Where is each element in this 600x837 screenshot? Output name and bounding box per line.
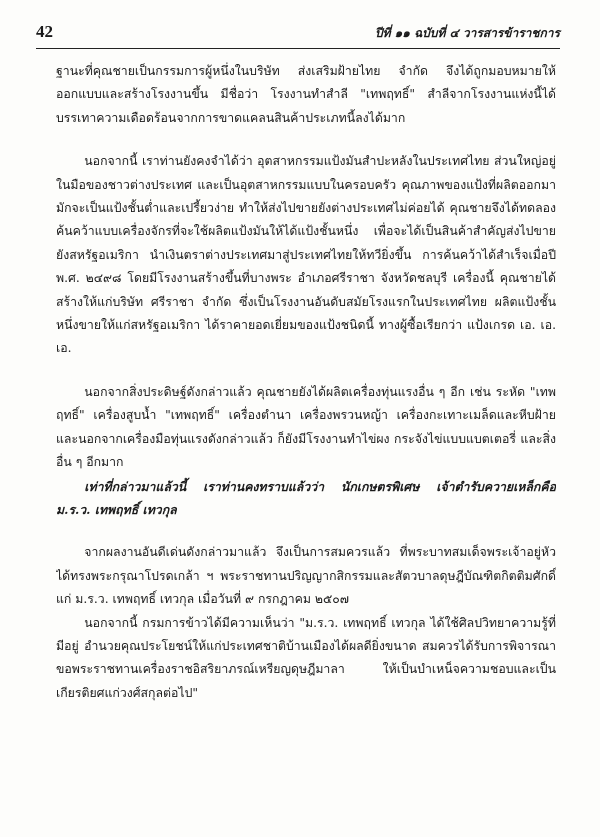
- page-header: [36, 22, 560, 48]
- paragraph-continued: ฐานะที่คุณชายเป็นกรรมการผู้หนึ่งในบริษัท ส่งเสริมฝ้ายไทย จำกัด จึงได้ถูกมอบหมายให้ออกแบบและสร้างโรงงานขึ้น มีชื่อว่า โรงงานทำสำลี "เทพฤทธิ์" สำลีจากโรงงานแห่งนี้ได้บรรเทาความเดือดร้อนจากการขาดแคลนสินค้าประเภทนี้ลงได้มาก: [56, 64, 556, 125]
- article-body: [56, 60, 556, 820]
- page-number: 42: [36, 22, 53, 41]
- paragraph-rice-department: นอกจากนี้ กรมการข้าวได้มีความเห็นว่า "ม.ร.ว. เทพฤทธิ์ เทวกุล ได้ใช้ศิลปวิทยาความรู้ที่มีอยู่ อำนวยคุณประโยชน์ให้แก่ประเทศชาติบ้านเมืองได้ผลดียิ่งขนาด สมควรได้รับการพิจารณาขอพระราชทานเครื่องราชอิสริยาภรณ์เหรียญดุษฎีมาลา ให้เป็นบำเหน็จความชอบและเป็นเกียรติยศแก่วงศ์สกุลต่อไป": [56, 615, 556, 700]
- paragraph-emphasis: เท่าที่กล่าวมาแล้วนี้ เราท่านคงทราบแล้วว่า นักเกษตรพิเศษ เจ้าตำรับควายเหล็กคือ ม.ร.ว. เทพฤทธิ์ เทวกุล: [56, 478, 556, 517]
- paragraph-machines: นอกจากสิ่งประดิษฐ์ดังกล่าวแล้ว คุณชายยังได้ผลิตเครื่องทุ่นแรงอื่น ๆ อีก เช่น ระหัด "เทพฤทธิ์" เครื่องสูบน้ำ "เทพฤทธิ์" เครื่องตำนา เครื่องพรวนหญ้า เครื่องกะเทาะเมล็ดและหีบฝ้าย และนอกจากเครื่องมือทุ่นแรงดังกล่าวแล้ว ก็ยังมีโรงงานทำไข่ผง กระจังไข่แบบแบตเตอรี่ และสิ่งอื่น ๆ อีกมาก: [56, 384, 556, 470]
- paragraph-tapioca: นอกจากนี้ เราท่านยังคงจำได้ว่า อุตสาหกรรมแป้งมันสำปะหลังในประเทศไทย ส่วนใหญ่อยู่ในมือของชาวต่างประเทศ และเป็นอุตสาหกรรมแบบในครอบครัว คุณภาพของแป้งที่ผลิตออกมามักจะเป็นแป้งชั้นต่ำและเปรี้ยวง่าย ทำให้ส่งไปขายยังต่างประเทศไม่ค่อยได้ คุณชายจึงได้ทดลองค้นคว้าแบบเครื่องจักรที่จะใช้ผลิตแป้งมันให้ได้แป้งชั้นหนึ่ง เพื่อจะได้เป็นสินค้าสำคัญส่งไปขายยังสหรัฐอเมริกา นำเงินตราต่างประเทศมาสู่ประเทศไทยให้ทวียิ่งขึ้น การค้นคว้าได้สำเร็จเมื่อปี พ.ศ. ๒๔๙๘ โดยมีโรงงานสร้างขึ้นที่บางพระ อำเภอศรีราชา จังหวัดชลบุรี เครื่องนี้ คุณชายได้สร้างให้แก่บริษัท ศรีราชา จำกัด ซึ่งเป็นโรงงานอันดับสมัยโรงแรกในประเทศไทย ผลิตแป้งชั้นหนึ่งขายให้แก่สหรัฐอเมริกา ได้ราคายอดเยี่ยมของแป้งชนิดนี้ ทางผู้ซื้อเรียกว่า แป้งเกรด เอ. เอ. เอ.: [56, 154, 556, 356]
- paragraph-honorary-degree: จากผลงานอันดีเด่นดังกล่าวมาแล้ว จึงเป็นการสมควรแล้ว ที่พระบาทสมเด็จพระเจ้าอยู่หัว ได้ทรงพระกรุณาโปรดเกล้า ฯ พระราชทานปริญญากสิกรรมและสัตวบาลดุษฎีบัณฑิตกิตติมศักดิ์ แก่ ม.ร.ว. เทพฤทธิ์ เทวกุล เมื่อวันที่ ๙ กรกฎาคม ๒๕๐๗: [56, 545, 556, 607]
- header-rule: [36, 48, 560, 49]
- journal-running-title: ปีที่ ๑๑ ฉบับที่ ๔ วารสารข้าราชการ: [374, 26, 560, 40]
